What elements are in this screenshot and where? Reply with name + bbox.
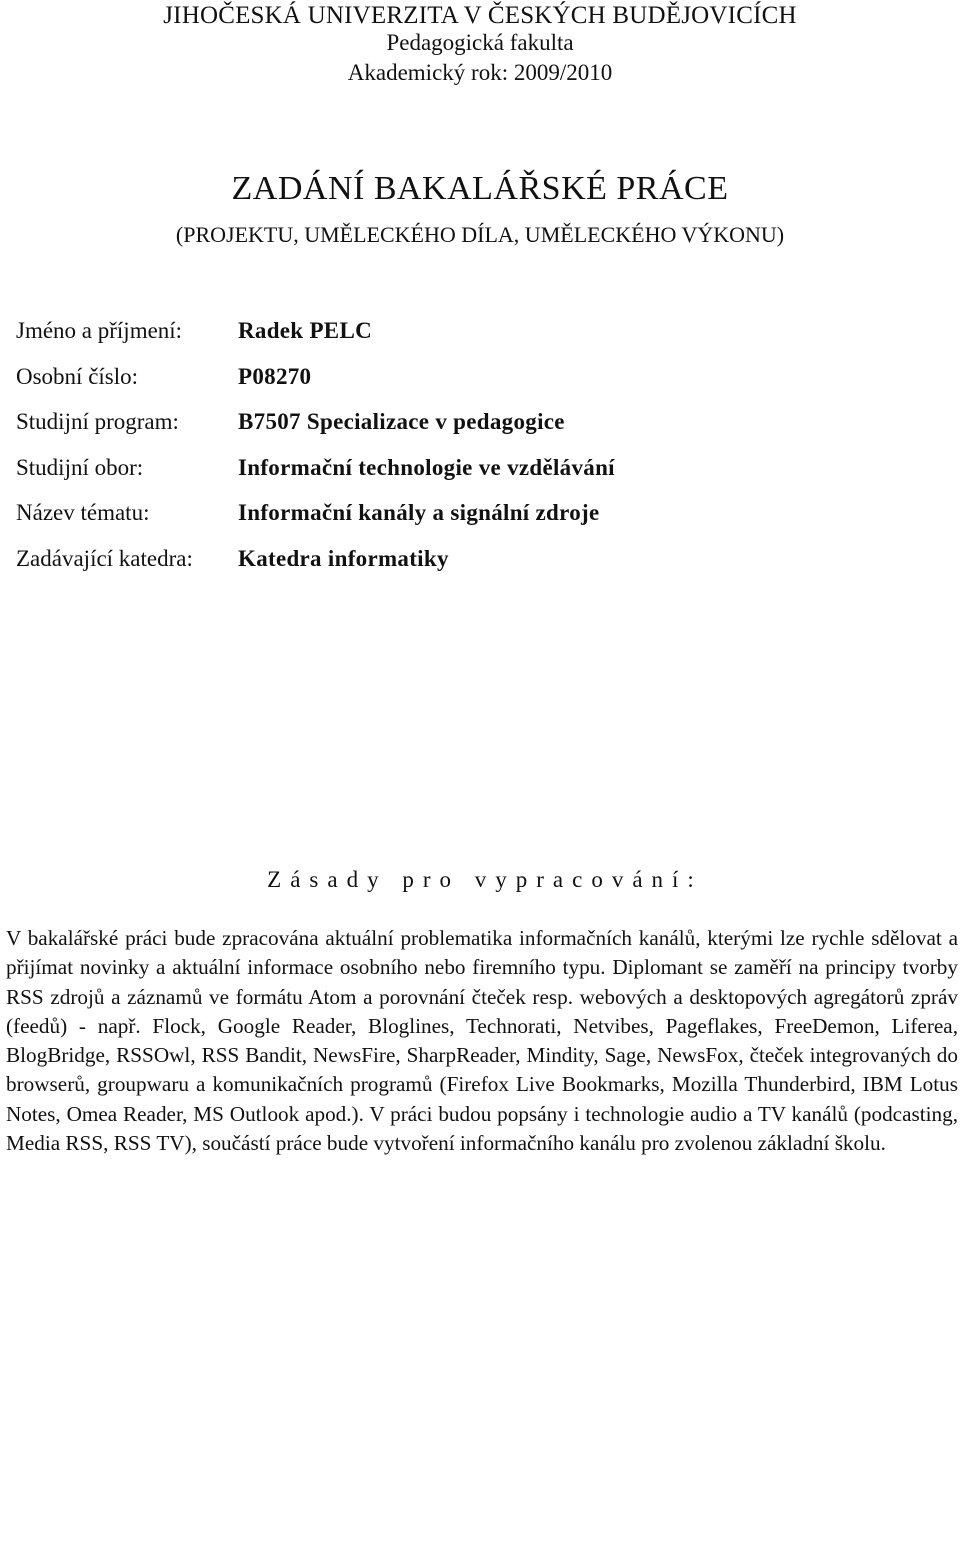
info-value: B7507 Specializace v pedagogice <box>238 409 565 434</box>
info-value: Katedra informatiky <box>238 545 449 571</box>
info-label: Studijní program: <box>16 409 179 434</box>
info-row-department <box>16 546 946 592</box>
faculty-name: Pedagogická fakulta <box>386 30 574 55</box>
info-label: Osobní číslo: <box>16 363 139 389</box>
section-body-text: V bakalářské práci bude zpracována aktuální problematika informačních kanálů, kterými lze rychle sdělovat a přijímat novinky a aktuální informace osobního nebo firemního typu. Diplomant se zaměří na principy tvorby RSS zdrojů a záznamů ve formátu Atom a porovnání čteček resp. webových a desktopových agregátorů zpráv (feedů) - např. Flock, Google Reader, Bloglines, Technorati, Netvibes, Pageflakes, FreeDemon, Liferea, BlogBridge, RSSOwl, RSS Bandit, NewsFire, SharpReader, Mindity, Sage, NewsFox, čteček integrovaných do browserů, groupwaru a komunikačních programů (Firefox Live Bookmarks, Mozilla Thunderbird, IBM Lotus Notes, Omea Reader, MS Outlook apod.). V práci budou popsány i technologie audio a TV kanálů (podcasting, Media RSS, RSS TV), součástí práce bude vytvoření informačního kanálu pro zvolenou základní školu. <box>6 926 958 1156</box>
info-row-study-program <box>16 409 946 455</box>
document-subtitle: (PROJEKTU, UMĚLECKÉHO DÍLA, UMĚLECKÉHO VÝKONU) <box>175 222 785 247</box>
section-heading: Zásady pro vypracování: <box>267 867 703 892</box>
student-info-table <box>16 318 946 591</box>
university-name: JIHOČESKÁ UNIVERZITA V ČESKÝCH BUDĚJOVICÍCH <box>163 2 797 29</box>
info-row-topic <box>16 500 946 546</box>
info-label: Jméno a příjmení: <box>16 318 183 343</box>
info-label: Název tématu: <box>16 500 150 525</box>
info-label: Zadávající katedra: <box>16 545 193 571</box>
info-label: Studijní obor: <box>16 454 144 480</box>
info-value: Informační kanály a signální zdroje <box>238 500 600 525</box>
info-value: Radek PELC <box>238 318 372 343</box>
info-value: Informační technologie ve vzdělávání <box>238 454 615 480</box>
document-title: ZADÁNÍ BAKALÁŘSKÉ PRÁCE <box>231 170 729 207</box>
info-row-study-field <box>16 455 946 501</box>
info-row-personal-number <box>16 364 946 410</box>
academic-year: Akademický rok: 2009/2010 <box>347 60 613 85</box>
info-value: P08270 <box>238 363 312 389</box>
info-row-name <box>16 318 946 364</box>
